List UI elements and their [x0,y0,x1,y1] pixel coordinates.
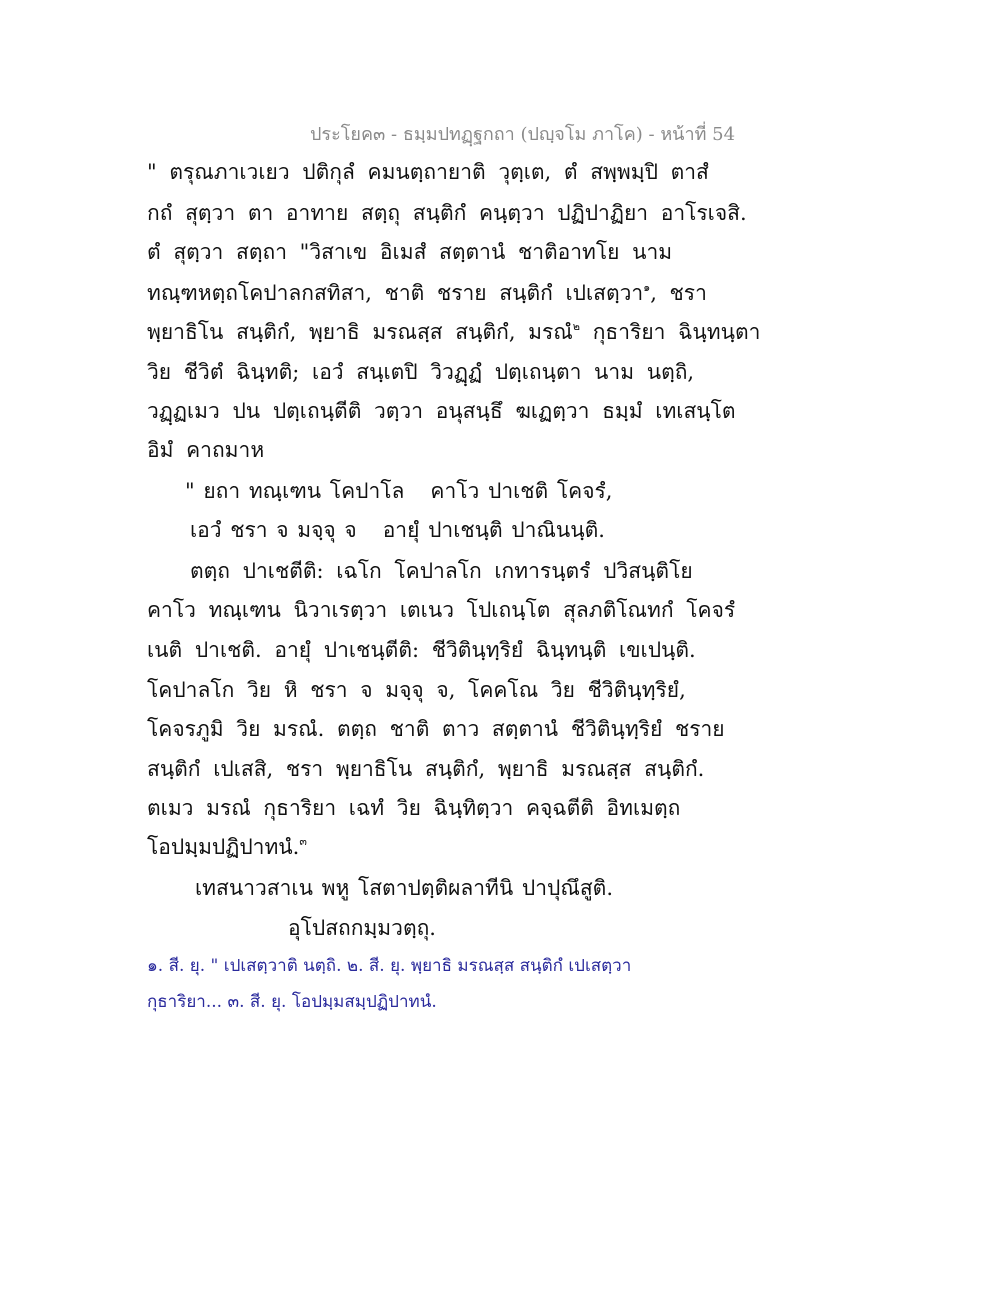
line-text: ตเมว มรณํ กุธาริยา เฉทํ วิย ฉินฺทิตฺวา คจฺฉตีติ อิทเมตฺถ [147,796,681,820]
line-text: โคปาลโก วิย หิ ชรา จ มจฺจุ จ, โคคโณ วิย ชีวิตินฺทฺริยํ, [147,678,686,702]
body-line [147,273,707,313]
body-line [147,391,736,431]
body-line [147,193,747,233]
body-line [147,670,686,710]
line-text: สนฺติกํ เปเสสิ, ชรา พฺยาธิโน สนฺติกํ, พฺยาธิ มรณสฺส สนฺติกํ. [147,757,705,781]
body-line [147,590,735,630]
body-line [147,430,264,470]
body-line [147,749,704,789]
line-text: วิย ชีวิตํ ฉินฺทติ; เอวํ สนฺเตปิ วิวฏฺฏํ ปตฺเถนฺตา นาม นตฺถิ, [147,360,695,384]
body-line [147,232,672,272]
body-line [147,788,680,828]
body-line [147,152,709,192]
verse-line [185,471,612,511]
line-text: เทสนาวสาเน พหู โสตาปตฺติผลาทีนิ ปาปุณึสูติ. [195,876,613,900]
story-title [288,908,436,948]
body-line [147,630,696,670]
line-text: กถํ สุตฺวา ตา อาทาย สตฺถุ สนฺติกํ คนฺตฺวา ปฏิปาฏิยา อาโรเจสิ. [147,201,747,225]
body-line [147,312,760,352]
line-text: คาโว ทณฺเฑน นิวาเรตฺวา เตเนว โปเถนฺโต สุลภติโณทกํ โคจรํ [147,598,736,622]
body-line [147,709,725,749]
body-line [195,868,613,908]
line-text: ทณฺฑหตฺถโคปาลกสทิสา, ชาติ ชราย สนฺติกํ เปเสตฺวา [147,281,644,305]
line-text: อิมํ คาถมาห [147,438,265,462]
running-head: ประโยค๓ - ธมฺมปทฏฺฐกถา (ปญฺจโม ภาโค) - หน้าที่ 54 [310,124,736,145]
line-text-after-marker: กุธาริยา ฉินฺทนฺตา [580,320,761,344]
line-text: พฺยาธิโน สนฺติกํ, พฺยาธิ มรณสฺส สนฺติกํ, มรณํ [147,320,573,344]
line-text: อุโปสถกมฺมวตฺถุ. [288,916,436,940]
line-text: เอวํ ชรา จ มจฺจุ จ อายุํ ปาเชนฺติ ปาณินนฺติ. [190,518,605,542]
body-line [190,551,693,591]
line-text: โอปมฺมปฏิปาทนํ. [147,835,300,859]
line-text: " ยถา ทณฺเฑน โคปาโล คาโว ปาเชติ โคจรํ, [185,479,613,503]
body-line [147,827,307,867]
line-text: ตํ สุตฺวา สตฺถา "วิสาเข อิเมสํ สตฺตานํ ชาติอาทโย นาม [147,240,673,264]
body-line [147,352,694,392]
line-text-after-marker: , ชรา [650,281,707,305]
line-text: โคจรภูมิ วิย มรณํ. ตตฺถ ชาติ ตาว สตฺตานํ ชีวิตินฺทฺริยํ ชราย [147,717,725,741]
footnote-marker: ๑ [643,281,651,294]
verse-line [190,510,605,550]
footnote-line: กุธาริยา... ๓. สี. ยุ. โอปมฺมสมฺปฏิปาทนํ. [147,992,437,1012]
line-text: วฏฺฏเมว ปน ปตฺเถนฺตีติ วตฺวา อนุสนฺธึ ฆเฏตฺวา ธมฺมํ เทเสนฺโต [147,399,736,423]
footnote-line: ๑. สี. ยุ. " เปเสตฺวาติ นตฺถิ. ๒. สี. ยุ. พฺยาธิ มรณสฺส สนฺติกํ เปเสตฺวา [147,956,632,976]
footnote-marker: ๒ [572,320,581,333]
line-text: ตตฺถ ปาเชตีติ: เฉโก โคปาลโก เกทารนฺตรํ ปวิสนฺติโย [190,559,693,583]
line-text: เนติ ปาเชติ. อายุํ ปาเชนฺตีติ: ชีวิตินฺทฺริยํ ฉินฺทนฺติ เขเปนฺติ. [147,638,696,662]
footnote-marker: ๓ [299,835,307,848]
line-text: " ตรุณภาเวเยว ปติกุลํ คมนตฺถายาติ วุตฺเต, ตํ สพฺพมฺปิ ตาสํ [147,160,709,184]
